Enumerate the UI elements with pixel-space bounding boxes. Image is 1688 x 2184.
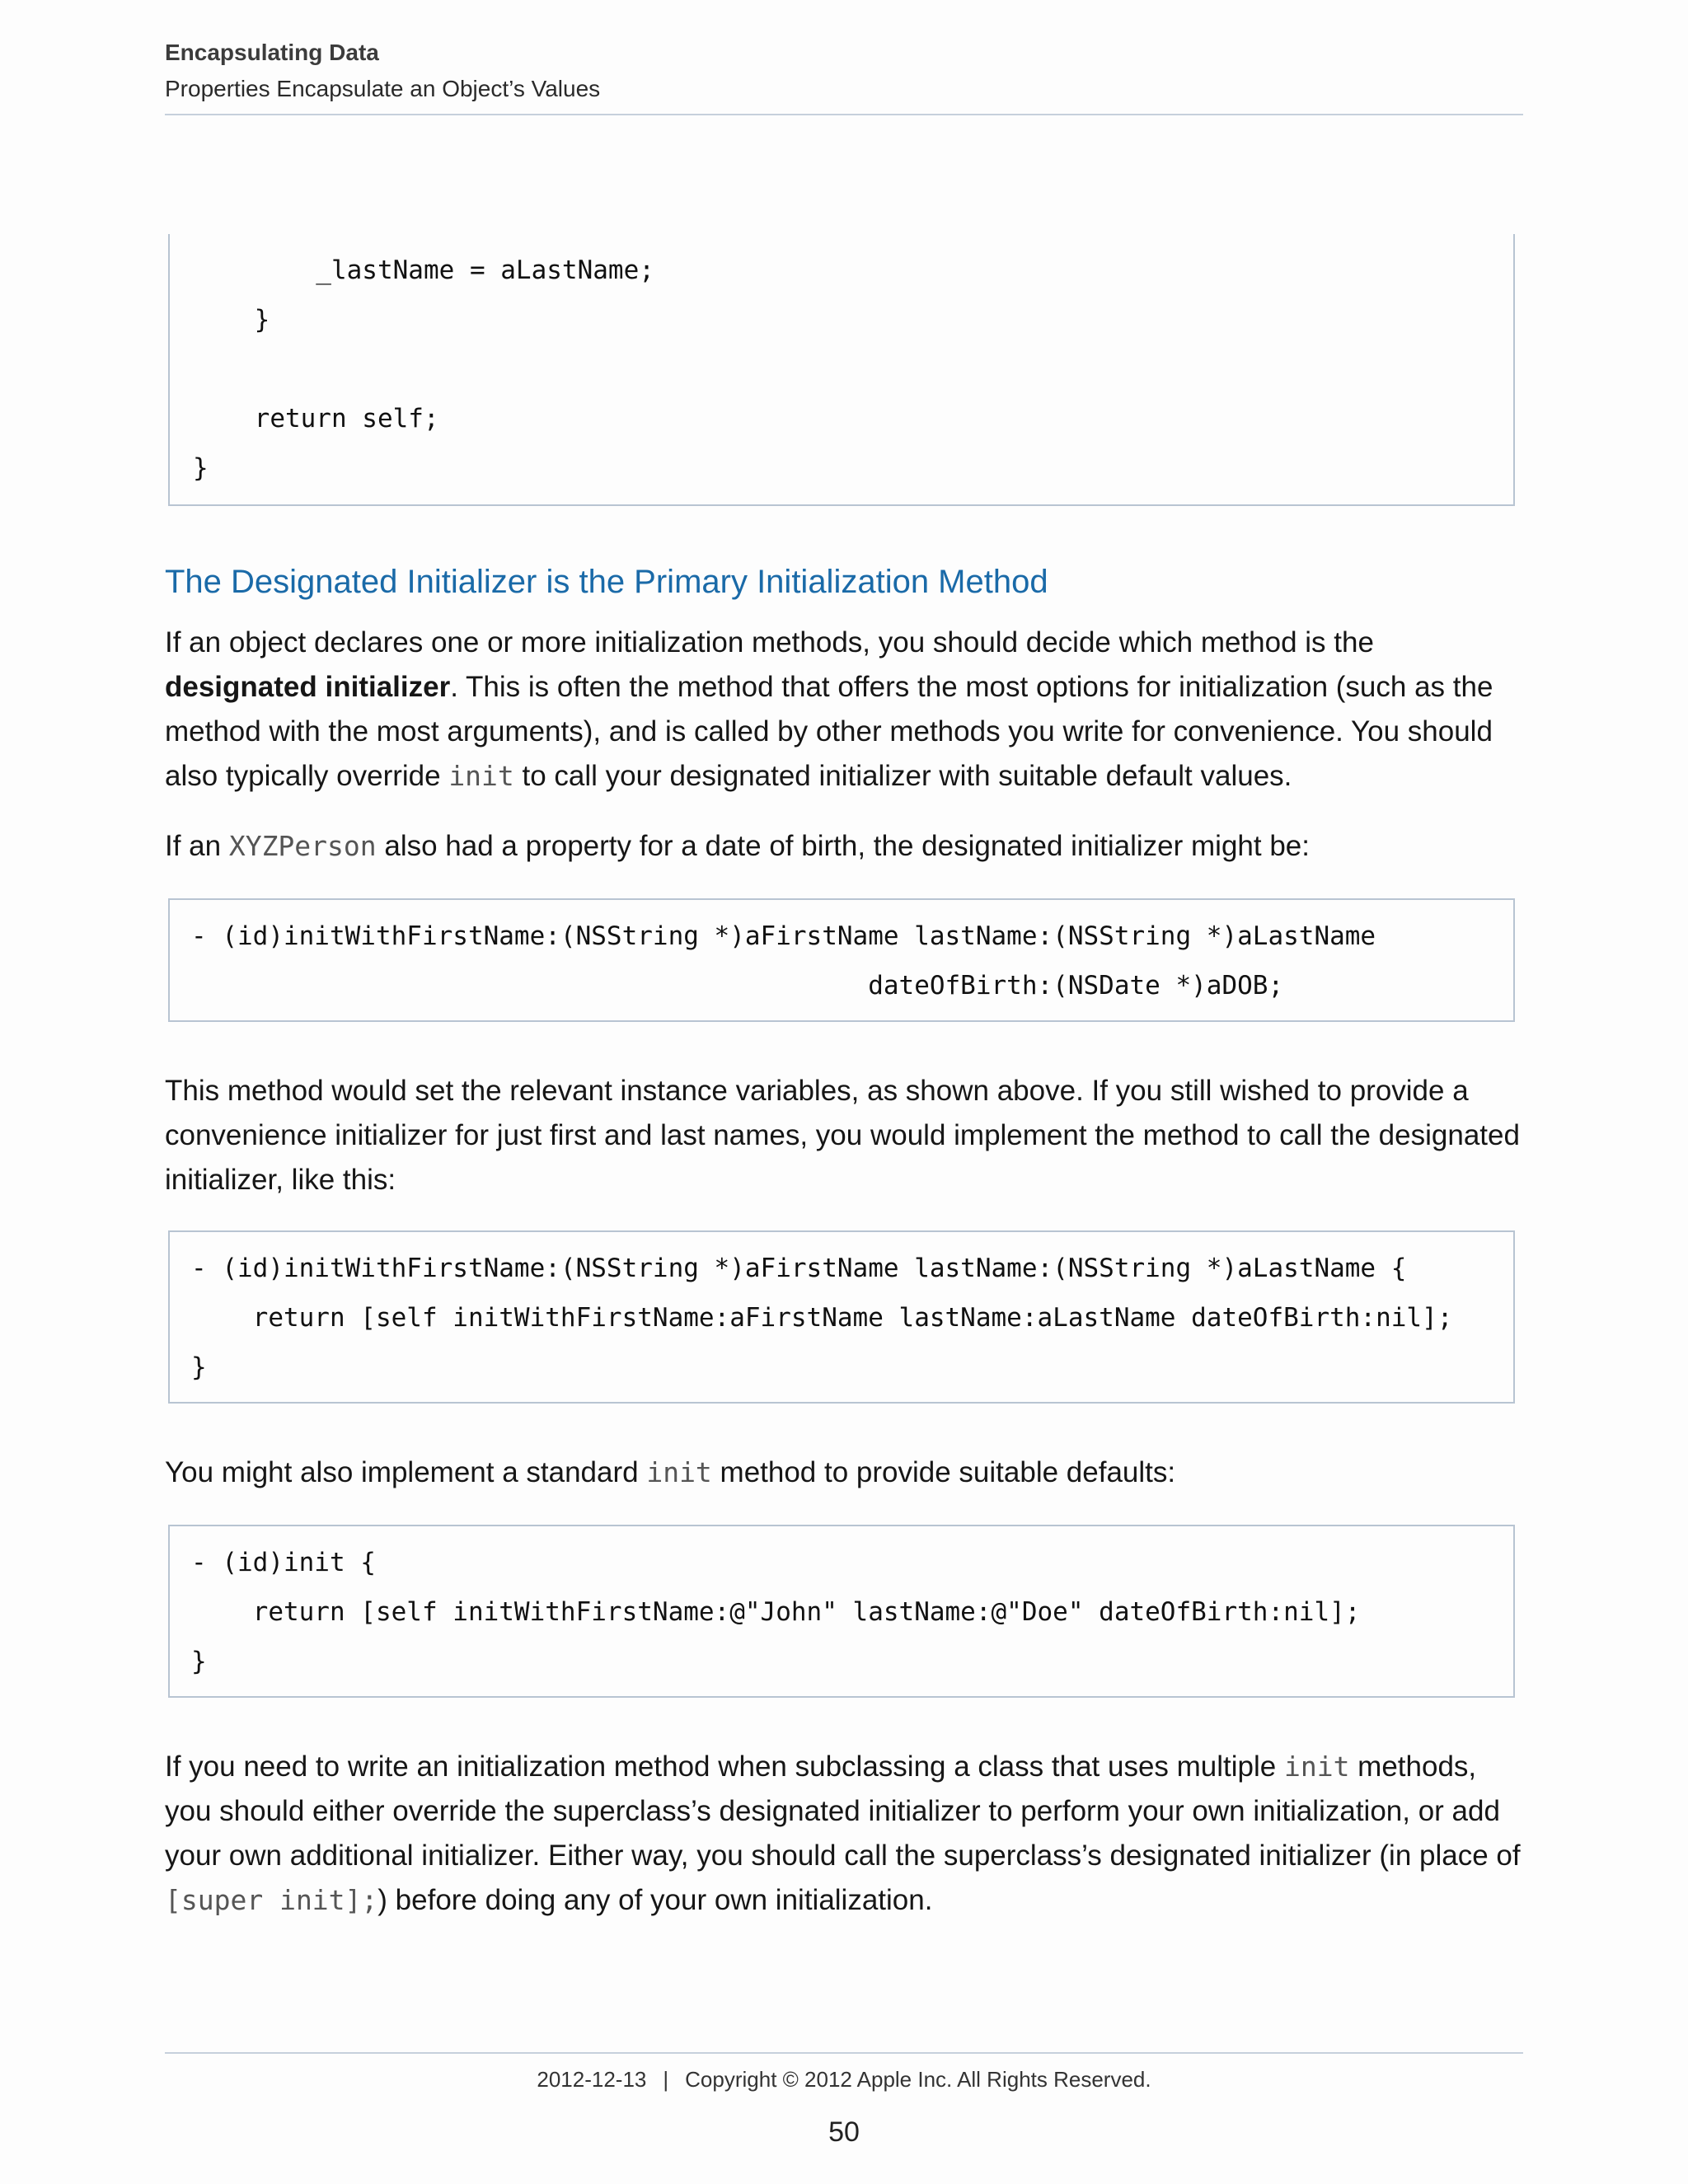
code-line: return [self initWithFirstName:aFirstName lastName:aLastName dateOfBirth:nil];	[191, 1303, 1453, 1333]
code-line: - (id)initWithFirstName:(NSString *)aFirstName lastName:(NSString *)aLastName {	[191, 1254, 1407, 1283]
page-number: 50	[828, 2116, 860, 2148]
code-line: return [self initWithFirstName:@"John" lastName:@"Doe" dateOfBirth:nil];	[191, 1597, 1361, 1627]
section-heading: The Designated Initializer is the Primary Initialization Method	[165, 564, 1048, 600]
paragraph-standard-init: You might also implement a standard init method to provide suitable defaults:	[165, 1456, 1176, 1488]
inline-code: XYZPerson	[228, 830, 377, 862]
footer-divider	[165, 2052, 1523, 2054]
inline-code: init	[646, 1456, 712, 1488]
code-line: dateOfBirth:(NSDate *)aDOB;	[191, 971, 1284, 1001]
footer-separator: |	[663, 2067, 669, 2092]
inline-code: init	[1283, 1750, 1350, 1783]
code-line: - (id)init {	[191, 1548, 376, 1577]
running-header-section: Properties Encapsulate an Object’s Values	[165, 76, 601, 101]
code-line: _lastName = aLastName;	[193, 255, 654, 285]
inline-code: [super init];	[165, 1884, 378, 1916]
code-block-init	[168, 1525, 1515, 1698]
code-block-continued	[168, 234, 1515, 506]
paragraph-xyzperson: If an XYZPerson also had a property for a date of birth, the designated initializer might be:	[165, 830, 1310, 862]
code-line: }	[193, 453, 209, 483]
running-header-chapter: Encapsulating Data	[165, 40, 379, 65]
code-line: }	[191, 1352, 207, 1382]
code-block-designated-initializer	[168, 898, 1515, 1022]
code-line: }	[193, 305, 270, 335]
term-designated-initializer: designated initializer	[165, 671, 451, 703]
inline-code: init	[448, 760, 514, 792]
header-divider	[165, 114, 1523, 115]
footer-line	[0, 2067, 1688, 2093]
code-line: - (id)initWithFirstName:(NSString *)aFirstName lastName:(NSString *)aLastName	[191, 921, 1376, 951]
footer-copyright: Copyright © 2012 Apple Inc. All Rights Reserved.	[685, 2067, 1151, 2092]
code-block-convenience-initializer	[168, 1230, 1515, 1404]
paragraph-designated-initializer: If an object declares one or more initialization methods, you should decide which method is the designated initializer. This is often the method that offers the most options for initialization (such as the method with the most arguments), and is called by other methods you write for convenience. You should also typically override init to call your designated initializer with suitable default values.	[165, 626, 1493, 792]
paragraph-convenience-initializer: This method would set the relevant instance variables, as shown above. If you still wished to provide a convenience initializer for just first and last names, you would implement the method to call the designated initializer, like this:	[165, 1075, 1520, 1196]
code-line: }	[191, 1647, 207, 1676]
code-line: return self;	[193, 404, 439, 434]
paragraph-subclassing: If you need to write an initialization method when subclassing a class that uses multiple init methods, you should either override the superclass’s designated initializer to perform your own initialization, or add your own additional initializer. Either way, you should call the superclass’s designated initializer (in place of [super init];) before doing any of your own initialization.	[165, 1750, 1521, 1916]
footer-date: 2012-12-13	[537, 2067, 647, 2092]
